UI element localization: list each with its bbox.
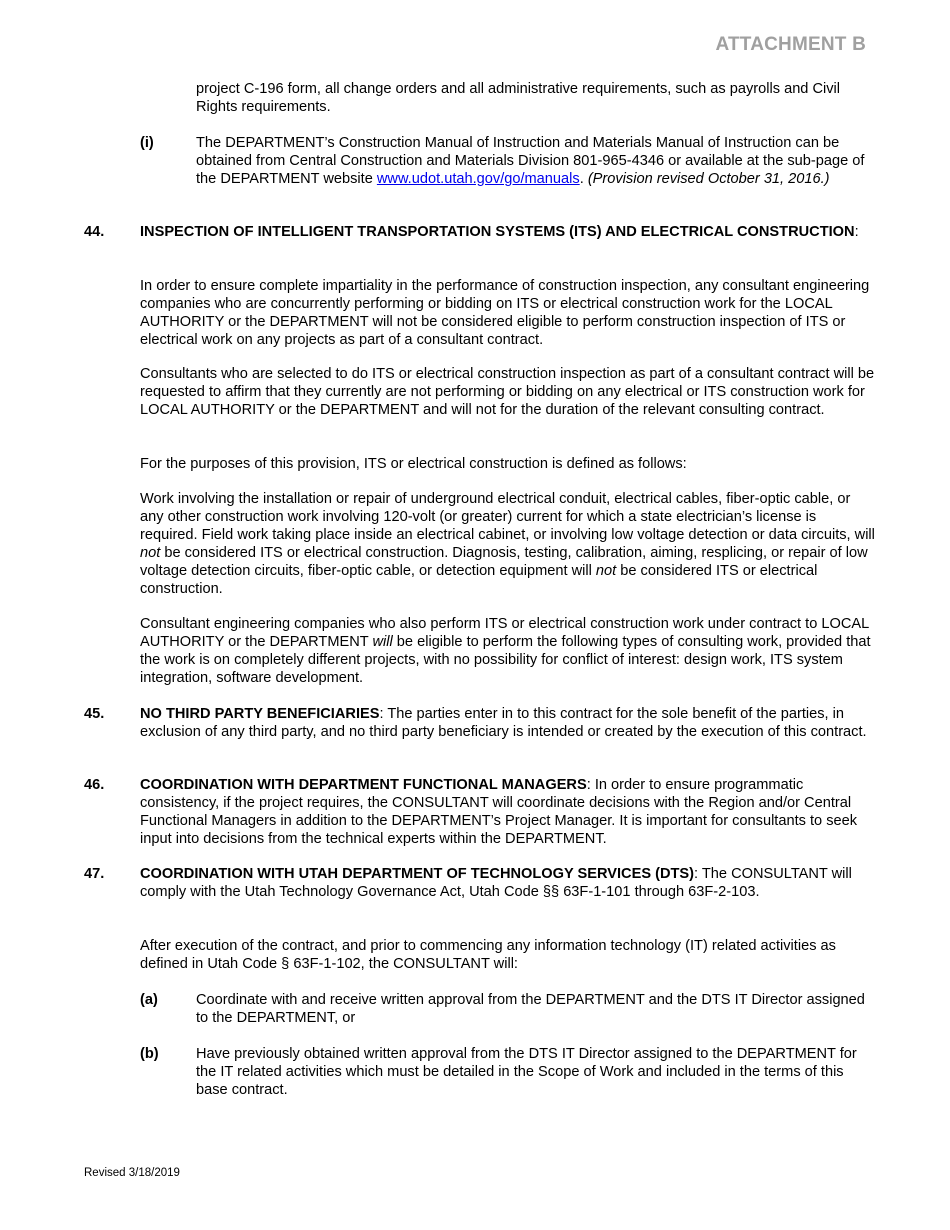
manuals-link[interactable]: www.udot.utah.gov/go/manuals <box>376 171 580 187</box>
p4-part-b: be considered ITS or electrical construction. Diagnosis, testing, calibration, aiming, resplicing, or repair of low voltage detection circuits, fiber-optic cable, or detection equipment will <box>140 545 868 579</box>
section-47-paragraph-2: After execution of the contract, and prior to commencing any information technology (IT) related activities as defined in Utah Code § 63F-1-102, the CONSULTANT will: <box>140 938 836 972</box>
section-44-title: INSPECTION OF INTELLIGENT TRANSPORTATION SYSTEMS (ITS) AND ELECTRICAL CONSTRUCTION <box>140 224 855 240</box>
section-44-paragraph-5 <box>140 615 876 687</box>
item-i-label: (i) <box>140 135 154 151</box>
p4-emphasis-not-2: not <box>595 563 617 579</box>
section-44-paragraph-4 <box>140 490 876 598</box>
section-46-text: : In order to ensure programmatic consistency, if the project requires, the CONSULTANT will coordinate decisions with the Region and/or Central Functional Managers in addition to the DEPARTMENT’s Project Manager. It is important for consultants to seek input into decisions from the technical experts within the DEPARTMENT. <box>140 777 858 847</box>
section-47-number: 47. <box>84 866 105 882</box>
p4-part-c: be considered ITS or electrical construction. <box>140 563 818 597</box>
p4-part-a: Work involving the installation or repair of underground electrical conduit, electrical cables, fiber-optic cable, or any other construction work involving 120-volt (or greater) current for which a state electrician’s license is required. Field work taking place inside an electrical cabinet, or involving low voltage detection or data circuits, will <box>140 491 875 543</box>
attachment-label: ATTACHMENT B <box>715 34 866 55</box>
section-44-paragraph-1: In order to ensure complete impartiality in the performance of construction inspection, any consultant engineering companies who are concurrently performing or bidding on ITS or electrical construction work for the LOCAL AUTHORITY or the DEPARTMENT will not be considered eligible to perform construction inspection of ITS or electrical work on any projects as part of a consultant contract. <box>140 278 870 348</box>
revision-footer: Revised 3/18/2019 <box>84 1167 180 1179</box>
section-45-number: 45. <box>84 706 105 722</box>
p5-part-a: Consultant engineering companies who also perform ITS or electrical construction work under contract to LOCAL AUTHORITY or the DEPARTMENT <box>140 616 869 650</box>
section-46-title: COORDINATION WITH DEPARTMENT FUNCTIONAL MANAGERS <box>140 777 587 793</box>
p5-emphasis-will: will <box>372 634 393 650</box>
section-46-number: 46. <box>84 777 105 793</box>
item-a-text: Coordinate with and receive written approval from the DEPARTMENT and the DTS IT Director assigned to the DEPARTMENT, or <box>196 992 865 1026</box>
section-46-paragraph <box>140 776 876 848</box>
section-44-heading <box>140 223 876 241</box>
item-i-text: The DEPARTMENT’s Construction Manual of Instruction and Materials Manual of Instruction can be obtained from Central Construction and Materials Division 801-965-4346 or available at the sub-page of the DEPARTMENT website <box>196 135 865 187</box>
section-45-paragraph <box>140 705 876 741</box>
section-44-number: 44. <box>84 224 105 240</box>
item-i-after-link: . <box>579 171 588 187</box>
intro-paragraph: project C-196 form, all change orders and all administrative requirements, such as payrolls and Civil Rights requirements. <box>196 81 841 115</box>
section-47-title: COORDINATION WITH UTAH DEPARTMENT OF TECHNOLOGY SERVICES (DTS) <box>140 866 695 882</box>
item-i-paragraph <box>196 134 876 188</box>
item-b-label: (b) <box>140 1046 159 1062</box>
section-47-text: : The CONSULTANT will comply with the Utah Technology Governance Act, Utah Code §§ 63F-1-101 through 63F-2-103. <box>140 866 852 900</box>
provision-note: (Provision revised October 31, 2016.) <box>587 171 830 187</box>
p5-part-b: be eligible to perform the following types of consulting work, provided that the work is on completely different projects, with no possibility for conflict of interest: design work, ITS system integration, software development. <box>140 634 871 686</box>
item-b-text: Have previously obtained written approval from the DTS IT Director assigned to the DEPARTMENT for the IT related activities which must be detailed in the Scope of Work and included in the terms of this base contract. <box>196 1046 857 1098</box>
section-44-colon: : <box>854 224 859 240</box>
section-45-title: NO THIRD PARTY BENEFICIARIES <box>140 706 380 722</box>
section-45-text: : The parties enter in to this contract for the sole benefit of the parties, in exclusion of any third party, and no third party beneficiary is intended or created by the execution of this contract. <box>140 706 867 740</box>
item-a-label: (a) <box>140 992 158 1008</box>
section-47-paragraph <box>140 865 876 901</box>
section-44-paragraph-3: For the purposes of this provision, ITS or electrical construction is defined as follows: <box>140 456 687 472</box>
section-44-paragraph-2: Consultants who are selected to do ITS or electrical construction inspection as part of a consultant contract will be requested to affirm that they currently are not performing or bidding on any electrical or ITS construction work for LOCAL AUTHORITY or the DEPARTMENT and will not for the duration of the relevant consulting contract. <box>140 366 875 418</box>
p4-emphasis-not-1: not <box>140 545 161 561</box>
